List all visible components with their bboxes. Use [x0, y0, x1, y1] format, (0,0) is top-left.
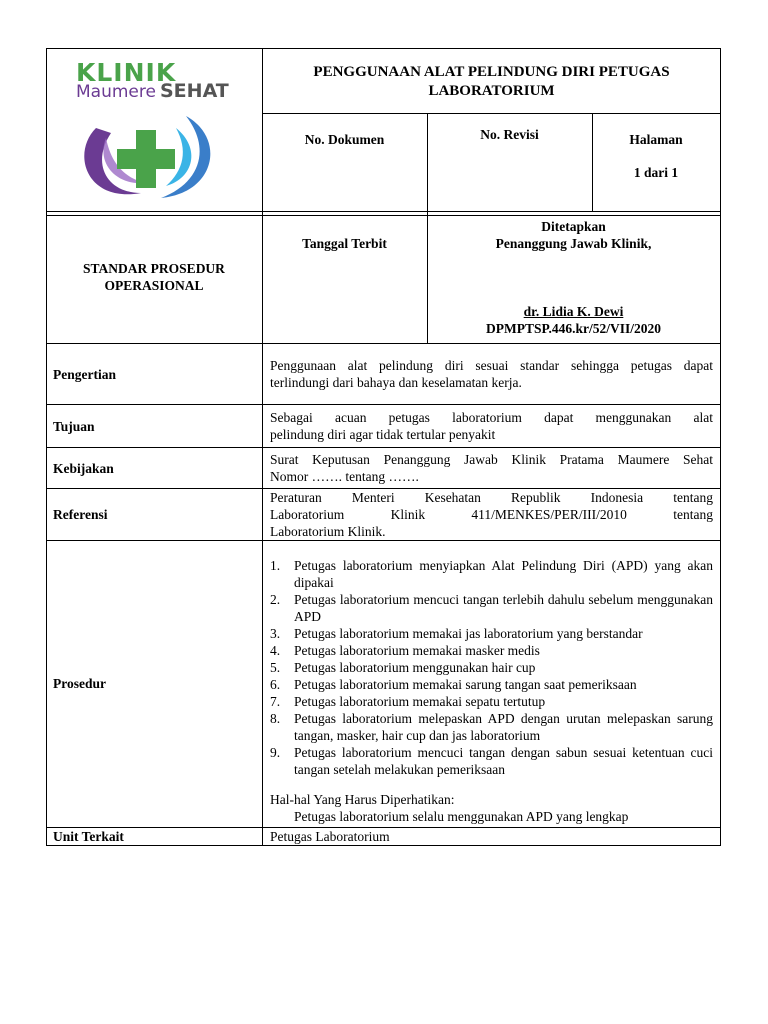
- unit-terkait-label: Unit Terkait: [53, 829, 124, 844]
- referensi-line3: Laboratorium Klinik.: [270, 524, 386, 539]
- row-line-pengertian: [46, 343, 721, 344]
- sop-label: [46, 260, 262, 294]
- table-border-top: [46, 48, 721, 49]
- prosedur-step-number: 8.: [270, 711, 281, 726]
- tanggal-terbit-label: Tanggal Terbit: [302, 236, 387, 251]
- prosedur-step: [270, 693, 713, 710]
- prosedur-step: [270, 642, 713, 659]
- document-title-line1: PENGGUNAAN ALAT PELINDUNG DIRI PETUGAS: [313, 64, 670, 80]
- prosedur-step: [270, 744, 713, 778]
- prosedur-step-text: Petugas laboratorium mencuci tangan dengan sabun sesuai ketentuan cuci tangan setelah melakukan pemeriksaan: [294, 745, 713, 777]
- penanggung-jawab-label: Penanggung Jawab Klinik,: [495, 236, 652, 251]
- table-border-bottom: [46, 845, 721, 846]
- logo-word-klinik: KLINIK: [76, 58, 177, 87]
- referensi-line2: Laboratorium Klinik 411/MENKES/PER/III/2010 tentang: [270, 507, 713, 522]
- no-revisi-label: No. Revisi: [480, 127, 539, 142]
- prosedur-step: [270, 625, 713, 642]
- ditetapkan-label: Ditetapkan: [541, 219, 606, 234]
- signer-block: [427, 303, 720, 337]
- prosedur-step-number: 3.: [270, 626, 281, 641]
- prosedur-step-text: Petugas laboratorium memakai jas laboratorium yang berstandar: [294, 626, 643, 641]
- document-title-line2: LABORATORIUM: [428, 83, 555, 99]
- sop-label-line1: STANDAR PROSEDUR: [83, 261, 225, 276]
- kebijakan-line2: Nomor ……. tentang …….: [270, 469, 419, 484]
- prosedur-step-number: 6.: [270, 677, 281, 692]
- row-line-prosedur: [46, 540, 721, 541]
- kebijakan-label: Kebijakan: [53, 461, 114, 476]
- prosedur-note-title: Hal-hal Yang Harus Diperhatikan:: [270, 792, 455, 807]
- unit-terkait-value: Petugas Laboratorium: [270, 829, 390, 844]
- prosedur-step-text: Petugas laboratorium memakai masker medis: [294, 643, 540, 658]
- header-double-line-a: [46, 211, 721, 212]
- logo-word-sehat: SEHAT: [160, 80, 229, 102]
- referensi-line1: Peraturan Menteri Kesehatan Republik Indonesia tentang: [270, 490, 713, 505]
- meta-divider-2: [592, 113, 593, 212]
- prosedur-step-number: 7.: [270, 694, 281, 709]
- tujuan-line2: pelindung diri agar tidak tertular penyakit: [270, 427, 496, 442]
- logo-word-maumere: Maumere: [76, 82, 156, 102]
- prosedur-label: Prosedur: [53, 676, 106, 691]
- clinic-logo: [66, 58, 246, 203]
- ditetapkan-block: [427, 218, 720, 252]
- document-title: [262, 63, 721, 101]
- no-dokumen-label: No. Dokumen: [304, 132, 385, 147]
- prosedur-step-text: Petugas laboratorium melepaskan APD dengan urutan melepaskan sarung tangan, masker, hair cup dan jas laboratorium: [294, 711, 713, 743]
- prosedur-step-number: 9.: [270, 745, 281, 760]
- pengertian-line1: Penggunaan alat pelindung diri sesuai standar sehingga petugas dapat: [270, 358, 713, 373]
- prosedur-step: [270, 676, 713, 693]
- prosedur-steps-list: [270, 557, 713, 778]
- prosedur-step: [270, 710, 713, 744]
- prosedur-step-number: 2.: [270, 592, 281, 607]
- sop-label-line2: OPERASIONAL: [104, 278, 204, 293]
- prosedur-step-number: 5.: [270, 660, 281, 675]
- signer-name: dr. Lidia K. Dewi: [523, 304, 624, 319]
- signer-id: DPMPTSP.446.kr/52/VII/2020: [485, 321, 661, 336]
- prosedur-step-text: Petugas laboratorium menyiapkan Alat Pelindung Diri (APD) yang akan dipakai: [294, 558, 713, 590]
- prosedur-step-number: 4.: [270, 643, 281, 658]
- tujuan-label: Tujuan: [53, 419, 95, 434]
- body-column-divider: [262, 343, 263, 845]
- tujuan-line1: Sebagai acuan petugas laboratorium dapat menggunakan alat: [270, 410, 713, 425]
- prosedur-step: [270, 557, 713, 591]
- pengertian-line2: terlindungi dari bahaya dan keselamatan kerja.: [270, 375, 522, 390]
- prosedur-step-number: 1.: [270, 558, 281, 573]
- halaman-label: Halaman: [629, 132, 683, 147]
- prosedur-step-text: Petugas laboratorium menggunakan hair cup: [294, 660, 536, 675]
- row-line-tujuan: [46, 404, 721, 405]
- prosedur-step-text: Petugas laboratorium mencuci tangan terlebih dahulu sebelum menggunakan APD: [294, 592, 713, 624]
- prosedur-step: [270, 591, 713, 625]
- prosedur-step-text: Petugas laboratorium memakai sarung tangan saat pemeriksaan: [294, 677, 637, 692]
- kebijakan-line1: Surat Keputusan Penanggung Jawab Klinik Pratama Maumere Sehat: [270, 452, 713, 467]
- header-double-line-b: [46, 215, 721, 216]
- row-line-kebijakan: [46, 447, 721, 448]
- halaman-value: 1 dari 1: [633, 165, 679, 180]
- prosedur-step-text: Petugas laboratorium memakai sepatu tertutup: [294, 694, 546, 709]
- pengertian-label: Pengertian: [53, 367, 116, 382]
- logo-cross-emblem-icon: [66, 108, 246, 208]
- prosedur-step: [270, 659, 713, 676]
- referensi-label: Referensi: [53, 507, 108, 522]
- prosedur-note-text: Petugas laboratorium selalu menggunakan APD yang lengkap: [294, 809, 629, 824]
- header-title-divider: [262, 113, 721, 114]
